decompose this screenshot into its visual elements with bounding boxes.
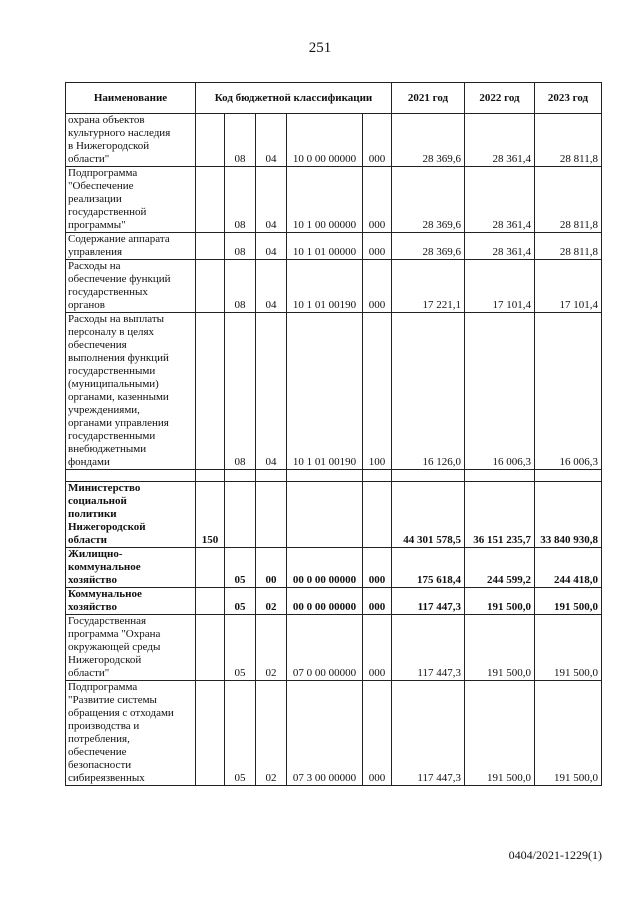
cell-target: 00 0 00 00000 (287, 588, 363, 615)
cell-name: Министерство социальной политики Нижегородской области (66, 482, 196, 548)
cell-2021: 175 618,4 (392, 548, 465, 588)
cell-2021: 28 369,6 (392, 114, 465, 167)
cell-subsection: 04 (256, 114, 287, 167)
cell-2022: 191 500,0 (465, 615, 535, 681)
cell-2021: 117 447,3 (392, 681, 465, 786)
cell-2022: 28 361,4 (465, 114, 535, 167)
table-row (66, 681, 602, 786)
table-header-row (66, 83, 602, 114)
cell-2022: 191 500,0 (465, 588, 535, 615)
header-2023: 2023 год (535, 83, 602, 114)
cell-target: 10 0 00 00000 (287, 114, 363, 167)
cell-2022: 28 361,4 (465, 167, 535, 233)
cell-name: Подпрограмма "Развитие системы обращения с отходами производства и потребления, обеспечение безопасности сибиреязвенных (66, 681, 196, 786)
cell-type: 000 (363, 681, 392, 786)
cell-ministry (196, 588, 225, 615)
header-2022: 2022 год (465, 83, 535, 114)
cell-section: 08 (225, 233, 256, 260)
cell-name: охрана объектов культурного наследия в Нижегородской области" (66, 114, 196, 167)
cell-subsection: 04 (256, 313, 287, 470)
cell-section: 08 (225, 114, 256, 167)
cell-subsection: 02 (256, 681, 287, 786)
cell-subsection: 02 (256, 615, 287, 681)
cell-subsection: 04 (256, 167, 287, 233)
header-code: Код бюджетной классификации (196, 83, 392, 114)
cell-type: 100 (363, 313, 392, 470)
cell-section: 08 (225, 167, 256, 233)
cell-2023: 17 101,4 (535, 260, 602, 313)
header-2021: 2021 год (392, 83, 465, 114)
cell-subsection: 04 (256, 260, 287, 313)
header-name: Наименование (66, 83, 196, 114)
cell-ministry: 150 (196, 482, 225, 548)
cell-ministry (196, 681, 225, 786)
cell-subsection: 04 (256, 233, 287, 260)
cell-2023: 191 500,0 (535, 681, 602, 786)
cell-target: 10 1 01 00190 (287, 313, 363, 470)
cell-2022: 17 101,4 (465, 260, 535, 313)
table-row (66, 615, 602, 681)
cell-name: Расходы на обеспечение функций государственных органов (66, 260, 196, 313)
cell-2021: 117 447,3 (392, 615, 465, 681)
table-row (66, 167, 602, 233)
cell-type: 000 (363, 167, 392, 233)
cell-ministry (196, 114, 225, 167)
cell-ministry (196, 167, 225, 233)
cell-2023: 244 418,0 (535, 548, 602, 588)
cell-2023: 28 811,8 (535, 233, 602, 260)
cell-2023: 28 811,8 (535, 114, 602, 167)
cell-ministry (196, 313, 225, 470)
cell-section: 08 (225, 260, 256, 313)
cell-2021: 117 447,3 (392, 588, 465, 615)
cell-subsection: 00 (256, 548, 287, 588)
cell-target: 10 1 01 00190 (287, 260, 363, 313)
table-spacer-row (66, 470, 602, 482)
cell-target: 10 1 01 00000 (287, 233, 363, 260)
cell-2023: 16 006,3 (535, 313, 602, 470)
table-row (66, 588, 602, 615)
cell-section: 05 (225, 548, 256, 588)
cell-type: 000 (363, 114, 392, 167)
cell-ministry (196, 233, 225, 260)
cell-section: 05 (225, 681, 256, 786)
cell-2022: 191 500,0 (465, 681, 535, 786)
cell-2023: 28 811,8 (535, 167, 602, 233)
cell-target: 07 3 00 00000 (287, 681, 363, 786)
cell-subsection (256, 482, 287, 548)
cell-section: 05 (225, 588, 256, 615)
cell-name: Государственная программа "Охрана окружающей среды Нижегородской области" (66, 615, 196, 681)
cell-ministry (196, 548, 225, 588)
cell-2021: 17 221,1 (392, 260, 465, 313)
document-code: 0404/2021-1229(1) (508, 848, 602, 862)
cell-2021: 16 126,0 (392, 313, 465, 470)
cell-ministry (196, 260, 225, 313)
table-row (66, 548, 602, 588)
cell-2023: 191 500,0 (535, 588, 602, 615)
cell-2021: 44 301 578,5 (392, 482, 465, 548)
page-number: 251 (308, 40, 332, 56)
cell-section (225, 482, 256, 548)
cell-target: 07 0 00 00000 (287, 615, 363, 681)
cell-name: Жилищно- коммунальное хозяйство (66, 548, 196, 588)
cell-2021: 28 369,6 (392, 233, 465, 260)
cell-name: Подпрограмма "Обеспечение реализации государственной программы" (66, 167, 196, 233)
budget-table (65, 82, 602, 786)
cell-type: 000 (363, 588, 392, 615)
cell-section: 05 (225, 615, 256, 681)
cell-subsection: 02 (256, 588, 287, 615)
cell-ministry (196, 615, 225, 681)
cell-type (363, 482, 392, 548)
cell-2022: 16 006,3 (465, 313, 535, 470)
cell-target: 10 1 00 00000 (287, 167, 363, 233)
table-row (66, 260, 602, 313)
cell-type: 000 (363, 548, 392, 588)
cell-2022: 28 361,4 (465, 233, 535, 260)
cell-2021: 28 369,6 (392, 167, 465, 233)
cell-type: 000 (363, 260, 392, 313)
cell-target: 00 0 00 00000 (287, 548, 363, 588)
cell-type: 000 (363, 233, 392, 260)
table-row (66, 114, 602, 167)
cell-name: Содержание аппарата управления (66, 233, 196, 260)
cell-section: 08 (225, 313, 256, 470)
table-row (66, 313, 602, 470)
cell-name: Коммунальное хозяйство (66, 588, 196, 615)
cell-type: 000 (363, 615, 392, 681)
cell-2022: 36 151 235,7 (465, 482, 535, 548)
cell-2023: 33 840 930,8 (535, 482, 602, 548)
cell-target (287, 482, 363, 548)
cell-name: Расходы на выплаты персоналу в целях обеспечения выполнения функций государственными (муниципальными) органами, казенными учреждениями, органами управления государственными внебюджетными фондами (66, 313, 196, 470)
cell-2022: 244 599,2 (465, 548, 535, 588)
table-row (66, 233, 602, 260)
cell-2023: 191 500,0 (535, 615, 602, 681)
table-row (66, 482, 602, 548)
